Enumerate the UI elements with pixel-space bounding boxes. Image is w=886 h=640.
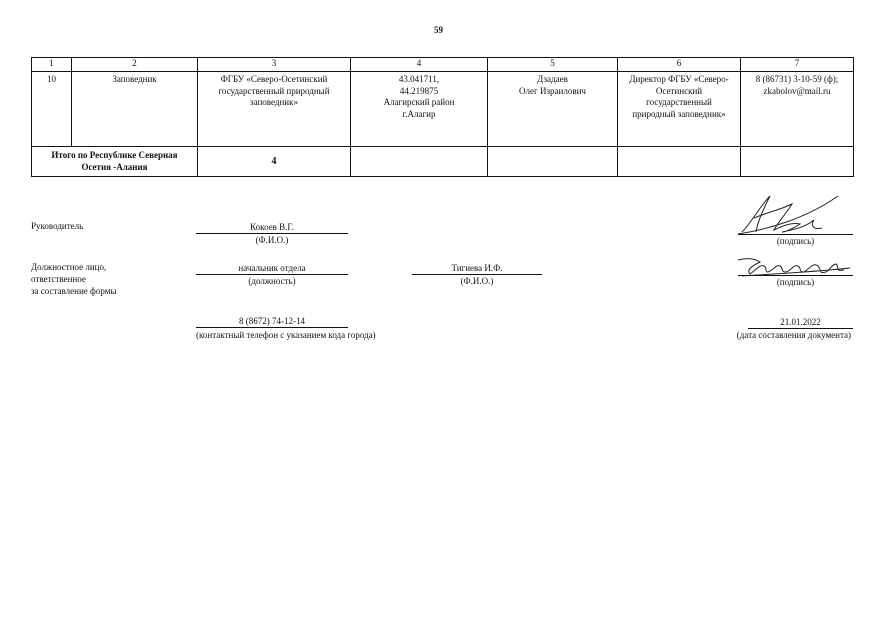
sign-caption: (подпись)	[776, 236, 815, 246]
coordinate-lon: 44.219875	[399, 85, 439, 96]
column-number: 1	[32, 58, 72, 72]
total-row	[32, 147, 854, 177]
total-label	[32, 147, 198, 177]
text-line: заповедник»	[250, 97, 298, 108]
column-number: 2	[72, 58, 198, 72]
responsible-position: начальник отдела	[238, 263, 306, 273]
sign-caption: (подпись)	[776, 277, 815, 287]
column-number: 6	[618, 58, 741, 72]
name-caption: (Ф.И.О.)	[460, 276, 494, 286]
person-position	[618, 72, 741, 147]
head-name: Кокоев В.Г.	[250, 222, 294, 232]
underline	[412, 274, 542, 275]
underline	[196, 327, 348, 328]
organization-name	[198, 72, 351, 147]
underline	[748, 328, 853, 329]
empty-cell	[351, 147, 488, 177]
table-row	[32, 72, 854, 147]
underline	[196, 233, 348, 234]
text-line: Директор ФГБУ «Северо-	[629, 74, 729, 84]
text-line: Должностное лицо,	[31, 262, 107, 272]
name-caption: (Ф.И.О.)	[255, 235, 289, 245]
phone-fax: 8 (86731) 3-10-59 (ф);	[755, 74, 839, 84]
responsible-name: Тигиева И.Ф.	[451, 263, 503, 273]
document-date: 21.01.2022	[780, 317, 821, 327]
text-line: Итого по Республике Северная	[51, 150, 178, 161]
total-count: 4	[198, 147, 351, 177]
text-line: за составление формы	[31, 286, 117, 297]
person-name	[488, 72, 618, 147]
column-number: 7	[741, 58, 854, 72]
text-line: Дзадаев	[537, 74, 568, 84]
empty-cell	[618, 147, 741, 177]
date-caption: (дата составления документа)	[736, 330, 851, 340]
text-line: ответственное	[31, 274, 86, 285]
column-number: 5	[488, 58, 618, 72]
row-number: 10	[32, 72, 72, 147]
underline	[738, 234, 853, 235]
contact-info	[741, 72, 854, 147]
page-number: 59	[434, 25, 443, 35]
empty-cell	[741, 147, 854, 177]
nature-reserve-table	[31, 57, 854, 177]
district: Алагирский район	[383, 97, 455, 108]
underline	[738, 275, 853, 276]
location	[351, 72, 488, 147]
column-number-row	[32, 58, 854, 72]
head-label: Руководитель	[31, 221, 84, 231]
position-caption: (должность)	[248, 276, 296, 286]
text-line: Осетия -Алания	[81, 161, 148, 172]
head-signature-icon	[734, 192, 844, 238]
text-line: природный заповедник»	[632, 109, 726, 120]
text-line: Осетинский	[655, 85, 703, 96]
text-line: государственный природный	[218, 85, 330, 96]
coordinate-lat: 43.041711,	[398, 74, 440, 84]
text-line: Олег Израилович	[519, 85, 586, 96]
responsible-label	[31, 261, 116, 297]
text-line: ФГБУ «Северо-Осетинский	[220, 74, 328, 84]
email: zkabolov@mail.ru	[763, 85, 831, 96]
column-number: 3	[198, 58, 351, 72]
column-number: 4	[351, 58, 488, 72]
text-line: государственный	[646, 97, 712, 108]
phone-caption: (контактный телефон с указанием кода города)	[196, 330, 376, 340]
empty-cell	[488, 147, 618, 177]
underline	[196, 274, 348, 275]
town: г.Алагир	[402, 109, 436, 120]
contact-phone: 8 (8672) 74-12-14	[239, 316, 305, 326]
object-type: Заповедник	[72, 72, 198, 147]
